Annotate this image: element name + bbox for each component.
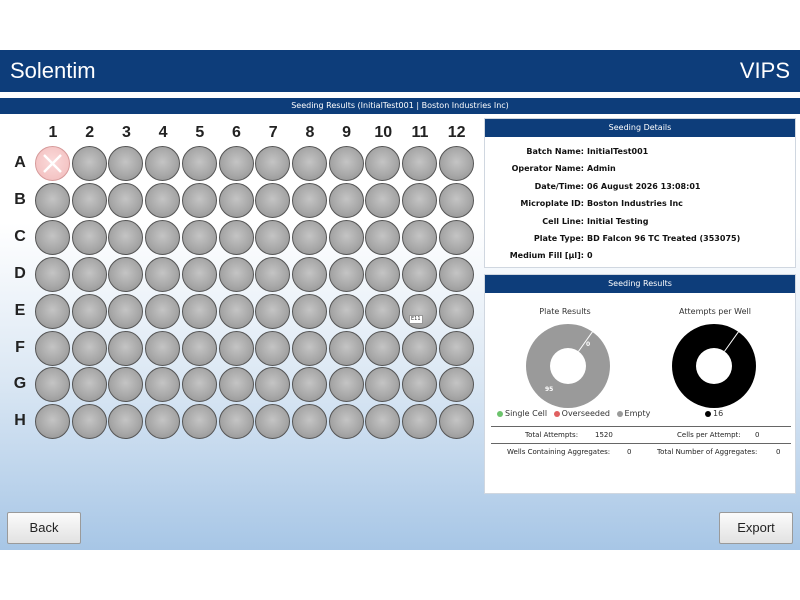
well-a2[interactable] <box>72 146 107 181</box>
well-a5[interactable] <box>182 146 217 181</box>
donut-hole <box>550 348 586 384</box>
well-f7[interactable] <box>255 331 290 366</box>
detail-value: InitialTest001 <box>587 147 649 156</box>
well-d12[interactable] <box>439 257 474 292</box>
total-attempts-value: 1520 <box>595 431 613 439</box>
detail-value: 0 <box>587 251 593 261</box>
well-a7[interactable] <box>255 146 290 181</box>
well-g3[interactable] <box>108 367 143 402</box>
well-h11[interactable] <box>402 404 437 439</box>
well-d11[interactable] <box>402 257 437 292</box>
detail-value: Admin <box>587 164 616 174</box>
cells-per-attempt-label: Cells per Attempt: <box>677 431 741 439</box>
well-g2[interactable] <box>72 367 107 402</box>
divider-2 <box>491 443 791 444</box>
well-h3[interactable] <box>108 404 143 439</box>
well-d1[interactable] <box>35 257 70 292</box>
well-f8[interactable] <box>292 331 327 366</box>
attempts-dot-icon <box>705 411 711 417</box>
well-b5[interactable] <box>182 183 217 218</box>
row-label: D <box>14 264 26 282</box>
well-d6[interactable] <box>219 257 254 292</box>
well-a9[interactable] <box>329 146 364 181</box>
well-h1[interactable] <box>35 404 70 439</box>
page-subtitle: Seeding Results (InitialTest001 | Boston Industries Inc) <box>0 98 800 114</box>
well-a12[interactable] <box>439 146 474 181</box>
column-label: 5 <box>195 124 205 141</box>
well-b8[interactable] <box>292 183 327 218</box>
row-label: B <box>14 190 26 208</box>
well-b3[interactable] <box>108 183 143 218</box>
row-label: E <box>14 301 26 319</box>
well-b4[interactable] <box>145 183 180 218</box>
well-f6[interactable] <box>219 331 254 366</box>
well-c7[interactable] <box>255 220 290 255</box>
well-a4[interactable] <box>145 146 180 181</box>
column-label: 4 <box>158 124 168 141</box>
detail-value: Boston Industries Inc <box>587 199 683 209</box>
well-d2[interactable] <box>72 257 107 292</box>
well-d8[interactable] <box>292 257 327 292</box>
well-e9[interactable] <box>329 294 364 329</box>
well-d3[interactable] <box>108 257 143 292</box>
back-button[interactable]: Back <box>7 512 81 544</box>
attempts-per-well-chart <box>671 323 757 409</box>
well-c1[interactable] <box>35 220 70 255</box>
cross-icon <box>36 147 69 180</box>
well-e1[interactable] <box>35 294 70 329</box>
empty-dot-icon <box>617 411 623 417</box>
legend-item-empty: Empty <box>617 409 651 418</box>
legend-item-overseeded: Overseeded <box>554 409 610 418</box>
row-label: G <box>13 375 27 393</box>
well-b2[interactable] <box>72 183 107 218</box>
well-h4[interactable] <box>145 404 180 439</box>
well-d7[interactable] <box>255 257 290 292</box>
well-d9[interactable] <box>329 257 364 292</box>
well-f11[interactable] <box>402 331 437 366</box>
detail-label: Plate Type: <box>533 234 584 243</box>
well-a10[interactable] <box>365 146 400 181</box>
seeding-details-title: Seeding Details <box>485 119 795 137</box>
column-label: 7 <box>268 124 278 141</box>
well-g8[interactable] <box>292 367 327 402</box>
well-e4[interactable] <box>145 294 180 329</box>
well-g9[interactable] <box>329 367 364 402</box>
well-d5[interactable] <box>182 257 217 292</box>
well-h12[interactable] <box>439 404 474 439</box>
well-a11[interactable] <box>402 146 437 181</box>
column-label: 8 <box>305 124 315 141</box>
well-c6[interactable] <box>219 220 254 255</box>
column-label: 1 <box>48 124 58 141</box>
well-h9[interactable] <box>329 404 364 439</box>
well-f12[interactable] <box>439 331 474 366</box>
detail-row <box>485 182 797 198</box>
well-h2[interactable] <box>72 404 107 439</box>
detail-row <box>485 199 797 215</box>
well-f10[interactable] <box>365 331 400 366</box>
detail-label: Date/Time: <box>534 181 584 191</box>
title-bar <box>0 50 800 92</box>
row-label: H <box>14 412 26 430</box>
plate-results-legend <box>497 409 650 418</box>
brand-title: Solentim <box>10 58 96 83</box>
well-c11[interactable] <box>402 220 437 255</box>
well-c10[interactable] <box>365 220 400 255</box>
detail-label: Cell Line: <box>542 216 584 226</box>
well-b9[interactable] <box>329 183 364 218</box>
well-g12[interactable] <box>439 367 474 402</box>
well-e6[interactable] <box>219 294 254 329</box>
well-c8[interactable] <box>292 220 327 255</box>
well-a6[interactable] <box>219 146 254 181</box>
well-d4[interactable] <box>145 257 180 292</box>
total-aggregates-label: Total Number of Aggregates: <box>657 448 758 456</box>
well-c4[interactable] <box>145 220 180 255</box>
overseeded-dot-icon <box>554 411 560 417</box>
well-h8[interactable] <box>292 404 327 439</box>
column-label: 12 <box>447 124 466 141</box>
total-attempts-label: Total Attempts: <box>525 431 579 439</box>
well-h10[interactable] <box>365 404 400 439</box>
empty-slice-label: 95 <box>545 386 554 393</box>
well-e8[interactable] <box>292 294 327 329</box>
detail-label: Medium Fill [µl]: <box>509 251 584 261</box>
attempts-per-well-title: Attempts per Well <box>679 307 751 316</box>
well-g4[interactable] <box>145 367 180 402</box>
well-c9[interactable] <box>329 220 364 255</box>
well-b11[interactable] <box>402 183 437 218</box>
well-c2[interactable] <box>72 220 107 255</box>
seeding-details-panel <box>484 118 796 268</box>
detail-value: Initial Testing <box>587 216 649 226</box>
detail-value: 06 August 2026 13:08:01 <box>587 181 701 191</box>
well-b12[interactable] <box>439 183 474 218</box>
single-cell-dot-icon <box>497 411 503 417</box>
cells-per-attempt-value: 0 <box>755 431 760 439</box>
donut-hole <box>696 348 732 384</box>
row-label: F <box>15 338 25 356</box>
well-d10[interactable] <box>365 257 400 292</box>
well-b6[interactable] <box>219 183 254 218</box>
attempts-legend: 16 <box>705 409 723 418</box>
export-button[interactable]: Export <box>719 512 793 544</box>
microplate-grid <box>0 114 480 444</box>
legend-item-single-cell: Single Cell <box>497 409 547 418</box>
well-g1[interactable] <box>35 367 70 402</box>
detail-row <box>485 251 797 267</box>
seeding-results-title: Seeding Results <box>485 275 795 293</box>
well-g7[interactable] <box>255 367 290 402</box>
well-g10[interactable] <box>365 367 400 402</box>
well-f4[interactable] <box>145 331 180 366</box>
well-c3[interactable] <box>108 220 143 255</box>
well-e2[interactable] <box>72 294 107 329</box>
well-b1[interactable] <box>35 183 70 218</box>
well-f1[interactable] <box>35 331 70 366</box>
column-label: 9 <box>342 124 352 141</box>
wells-aggregates-label: Wells Containing Aggregates: <box>507 448 611 456</box>
well-c12[interactable] <box>439 220 474 255</box>
main-area <box>0 114 800 550</box>
plate-results-chart <box>525 323 611 409</box>
seeding-results-panel <box>484 274 796 494</box>
column-label: 3 <box>121 124 131 141</box>
well-b7[interactable] <box>255 183 290 218</box>
well-e10[interactable] <box>365 294 400 329</box>
total-aggregates-value: 0 <box>776 448 781 456</box>
app-title: VIPS <box>739 58 790 83</box>
well-f2[interactable] <box>72 331 107 366</box>
well-e12[interactable] <box>439 294 474 329</box>
well-h7[interactable] <box>255 404 290 439</box>
well-a1[interactable] <box>35 146 70 181</box>
row-label: A <box>14 154 26 171</box>
overseeded-slice-label: 0 <box>586 341 591 348</box>
detail-row <box>485 147 797 163</box>
well-e7[interactable] <box>255 294 290 329</box>
plate-results-title: Plate Results <box>539 307 591 316</box>
well-tooltip: E11 <box>411 316 421 322</box>
column-label: 11 <box>411 124 429 141</box>
well-g11[interactable] <box>402 367 437 402</box>
well-e3[interactable] <box>108 294 143 329</box>
well-c5[interactable] <box>182 220 217 255</box>
well-a3[interactable] <box>108 146 143 181</box>
detail-row <box>485 164 797 180</box>
well-a8[interactable] <box>292 146 327 181</box>
detail-value: BD Falcon 96 TC Treated (353075) <box>587 234 741 243</box>
column-label: 10 <box>374 124 393 141</box>
well-f3[interactable] <box>108 331 143 366</box>
well-b10[interactable] <box>365 183 400 218</box>
well-g6[interactable] <box>219 367 254 402</box>
row-label: C <box>14 227 26 245</box>
well-f5[interactable] <box>182 331 217 366</box>
well-g5[interactable] <box>182 367 217 402</box>
well-f9[interactable] <box>329 331 364 366</box>
wells-aggregates-value: 0 <box>627 448 632 456</box>
detail-row <box>485 217 797 233</box>
column-label: 2 <box>85 124 95 141</box>
divider-1 <box>491 426 791 427</box>
detail-row <box>485 234 797 250</box>
well-h6[interactable] <box>219 404 254 439</box>
column-label: 6 <box>232 124 241 141</box>
detail-label: Operator Name: <box>511 164 584 174</box>
detail-label: Microplate ID: <box>520 199 584 209</box>
well-h5[interactable] <box>182 404 217 439</box>
well-e5[interactable] <box>182 294 217 329</box>
detail-label: Batch Name: <box>526 147 584 156</box>
